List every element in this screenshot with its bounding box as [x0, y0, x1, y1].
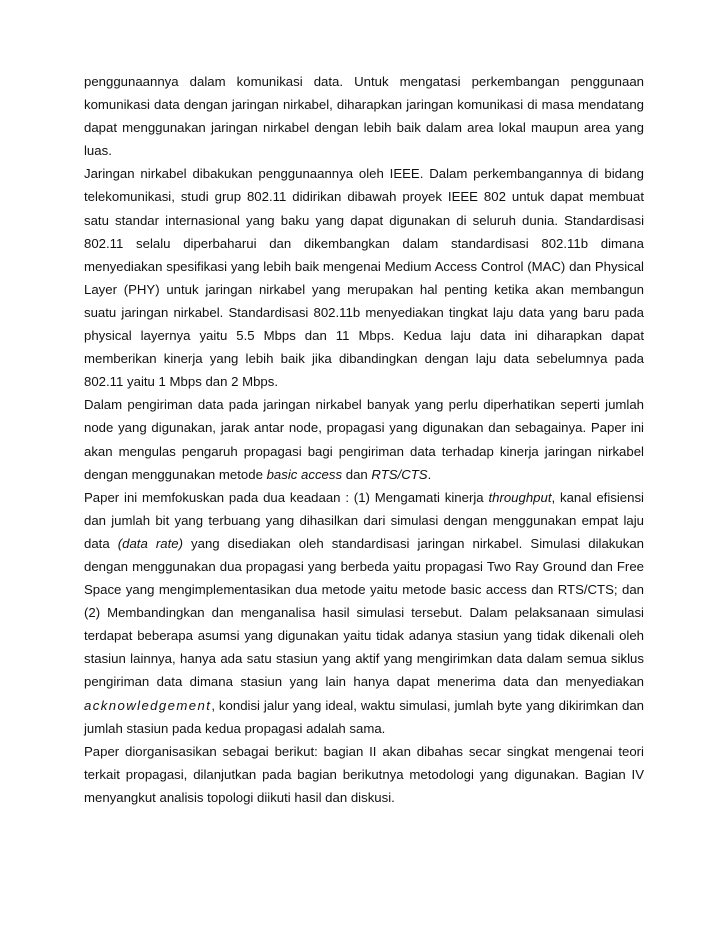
italic-term-basic-access: basic access [266, 466, 343, 482]
paragraph-text: , kondisi jalur yang ideal, waktu simulasi, jumlah byte yang dikirimkan dan jumlah stasiun pada kedua propagasi adalah sama. [84, 697, 644, 736]
italic-term-rts-cts: RTS/CTS [371, 466, 428, 482]
document-body [84, 70, 644, 809]
italic-term-acknowledgement: acknowledgement [84, 697, 212, 713]
paragraph-text: Paper ini memfokuskan pada dua keadaan : (1) Mengamati kinerja [84, 489, 489, 505]
paragraph-text: Dalam pengiriman data pada jaringan nirkabel banyak yang perlu diperhatikan seperti jumlah node yang digunakan, jarak antar node, propagasi yang digunakan dan sebagainya. Paper ini akan mengulas pengaruh propagasi bagi pengiriman data terhadap kinerja jaringan nirkabel dengan menggunakan metode [84, 397, 644, 482]
paragraph-text: Paper diorganisasikan sebagai berikut: bagian II akan dibahas secar singkat mengenai teori terkait propagasi, dilanjutkan pada bagian berikutnya metodologi yang digunakan. Bagian IV menyangkut analisis topologi diikuti hasil dan diskusi. [84, 743, 644, 805]
italic-term-throughput: throughput [488, 489, 552, 505]
paragraph-text: , kanal efisiensi dan jumlah bit yang terbuang yang dihasilkan dari simulasi dengan menggunakan empat laju data [84, 489, 644, 551]
paragraph-4 [84, 486, 644, 740]
paragraph-1 [84, 70, 644, 162]
paragraph-5 [84, 740, 644, 809]
paragraph-text: penggunaannya dalam komunikasi data. Untuk mengatasi perkembangan penggunaan komunikasi data dengan jaringan nirkabel, diharapkan jaringan komunikasi di masa mendatang dapat menggunakan jaringan nirkabel dengan lebih baik dalam area lokal maupun area yang luas. [84, 74, 644, 159]
paragraph-text: yang disediakan oleh standardisasi jaringan nirkabel. Simulasi dilakukan dengan menggunakan dua propagasi yang berbeda yaitu propagasi Two Ray Ground dan Free Space yang mengimplementasikan dua metode yaitu metode basic access dan RTS/CTS; dan (2) Membandingkan dan menganalisa hasil simulasi tersebut. Dalam pelaksanaan simulasi terdapat beberapa asumsi yang digunakan yaitu tidak adanya stasiun yang tidak dikenali oleh stasiun lainnya, hanya ada satu stasiun yang aktif yang mengirimkan data dalam semua siklus pengiriman data dimana stasiun yang lain hanya dapat menerima data dan menyediakan [84, 535, 644, 690]
paragraph-text: Jaringan nirkabel dibakukan penggunaannya oleh IEEE. Dalam perkembangannya di bidang telekomunikasi, studi grup 802.11 didirikan dibawah proyek IEEE 802 untuk dapat membuat satu standar internasional yang baku yang dapat digunakan di seluruh dunia. Standardisasi 802.11 selalu diperbaharui dan dikembangkan dalam standardisasi 802.11b dimana menyediakan spesifikasi yang lebih baik mengenai Medium Access Control (MAC) dan Physical Layer (PHY) untuk jaringan nirkabel yang merupakan hal penting ketika akan membangun suatu jaringan nirkabel. Standardisasi 802.11b menyediakan tingkat laju data yang baru pada physical layernya yaitu 5.5 Mbps dan 11 Mbps. Kedua laju data ini diharapkan dapat memberikan kinerja yang lebih baik jika dibandingkan dengan laju data sebelumnya pada 802.11 yaitu 1 Mbps dan 2 Mbps. [84, 166, 644, 390]
paragraph-text: . [427, 466, 432, 482]
paragraph-text: dan [342, 466, 372, 482]
paragraph-2 [84, 162, 644, 393]
italic-term-data-rate: (data rate) [117, 535, 183, 551]
paragraph-3 [84, 393, 644, 485]
